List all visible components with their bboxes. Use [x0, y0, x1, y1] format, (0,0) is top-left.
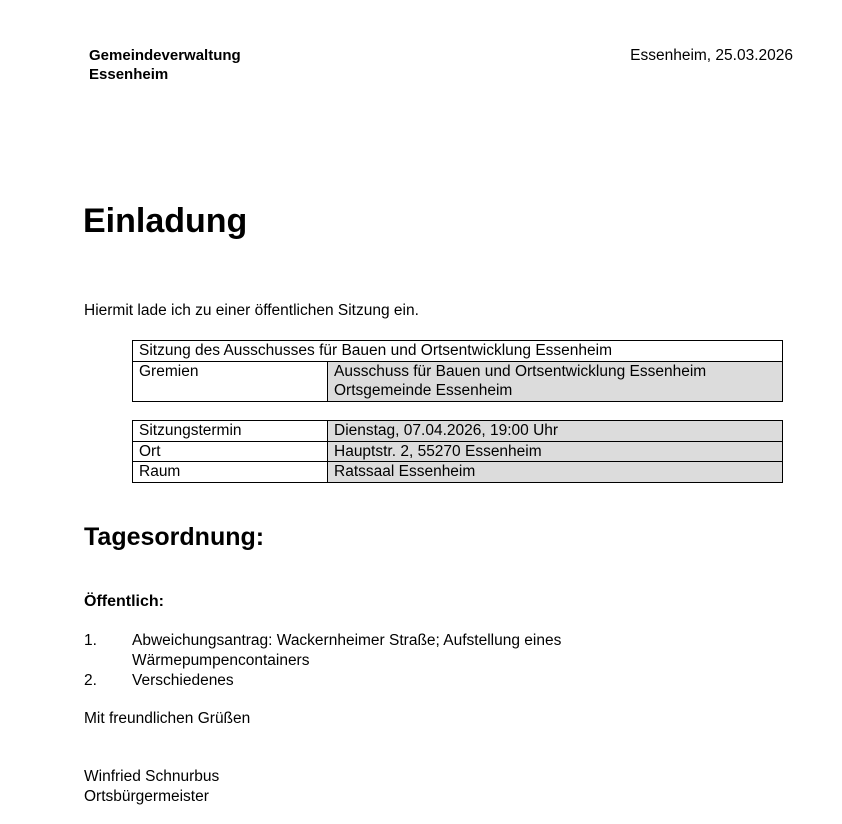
meeting-date-value: Dienstag, 07.04.2026, 19:00 Uhr	[328, 421, 783, 442]
agenda-item-number: 1.	[84, 632, 97, 649]
gremien-label: Gremien	[133, 361, 328, 401]
gremien-value	[328, 361, 783, 401]
committee-table	[132, 340, 783, 402]
committee-heading-row	[133, 341, 783, 362]
agenda-item-text: Verschiedenes	[132, 672, 234, 689]
meeting-location-value: Hauptstr. 2, 55270 Essenheim	[328, 441, 783, 462]
committee-heading: Sitzung des Ausschusses für Bauen und Ortsentwicklung Essenheim	[133, 341, 783, 362]
meeting-details-table	[132, 420, 783, 483]
intro-text: Hiermit lade ich zu einer öffentlichen Sitzung ein.	[84, 302, 419, 319]
agenda-item-text: Abweichungsantrag: Wackernheimer Straße; Aufstellung eines Wärmepumpencontainers	[132, 632, 562, 669]
meeting-room-value: Ratssaal Essenheim	[328, 462, 783, 483]
meeting-location-row	[133, 441, 783, 462]
meeting-room-label: Raum	[133, 462, 328, 483]
closing-greeting: Mit freundlichen Grüßen	[84, 710, 251, 727]
meeting-date-label: Sitzungstermin	[133, 421, 328, 442]
place-and-date: Essenheim, 25.03.2026	[630, 47, 793, 64]
organization-town: Essenheim	[89, 66, 169, 83]
agenda-heading: Tagesordnung:	[84, 523, 265, 551]
organization-name: Gemeindeverwaltung	[89, 47, 241, 64]
organization-block	[89, 46, 241, 84]
signer-name: Winfried Schnurbus	[84, 768, 220, 785]
gremien-value-line-2: Ortsgemeinde Essenheim	[334, 382, 513, 399]
meeting-date-row	[133, 421, 783, 442]
agenda-section-heading: Öffentlich:	[84, 593, 164, 610]
gremien-value-line-1: Ausschuss für Bauen und Ortsentwicklung Essenheim	[334, 362, 707, 380]
agenda-list	[84, 631, 632, 691]
agenda-item-number: 2.	[84, 672, 97, 689]
agenda-item	[84, 631, 632, 671]
signer-role: Ortsbürgermeister	[84, 788, 209, 805]
meeting-room-row	[133, 462, 783, 483]
signature-block	[84, 767, 219, 807]
page-title: Einladung	[83, 202, 248, 240]
gremien-row	[133, 361, 783, 401]
meeting-location-label: Ort	[133, 441, 328, 462]
agenda-item	[84, 671, 632, 691]
